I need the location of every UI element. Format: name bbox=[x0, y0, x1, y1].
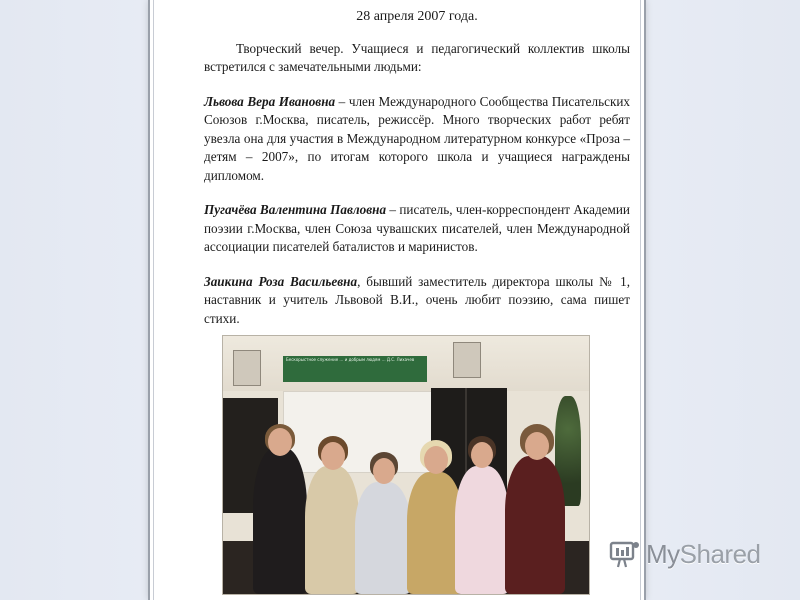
photo-whiteboard bbox=[283, 391, 435, 473]
wall-portrait-right bbox=[453, 342, 481, 378]
person-paragraph-zaikina bbox=[204, 273, 630, 329]
photo-person-1-head bbox=[268, 428, 292, 456]
photo-person-1 bbox=[253, 448, 307, 594]
person-description: , бывший заместитель директора школы № 1, наставник и учитель Львовой В.И., очень любит поэзию, сама пишет стихи. bbox=[204, 273, 630, 326]
person-description: – писатель, член-корреспондент Академии поэзии г.Москва, член Союза чувашских писателей, член Международной ассоциации писателей баталистов и маринистов. bbox=[204, 202, 630, 254]
myshared-logo-icon bbox=[608, 538, 642, 570]
document-date: 28 апреля 2007 года. bbox=[356, 9, 478, 24]
photo-person-3 bbox=[355, 482, 411, 594]
photo-person-5-head bbox=[471, 442, 493, 468]
photo-person-6-head bbox=[525, 432, 549, 460]
photo-person-4-head bbox=[424, 446, 448, 474]
wall-portrait-left bbox=[233, 350, 261, 386]
wall-banner: Бескорыстное служение … и добрым людям … Д.С. Лихачев bbox=[283, 356, 427, 382]
photo-person-5 bbox=[455, 466, 509, 594]
myshared-watermark bbox=[608, 536, 761, 572]
logo-text-my: My bbox=[646, 538, 680, 569]
photo-person-2 bbox=[305, 466, 359, 594]
photo-person-6 bbox=[505, 456, 565, 594]
person-name: Пугачёва Валентина Павловна bbox=[204, 202, 387, 217]
document-text bbox=[204, 0, 630, 344]
person-paragraph-lvova bbox=[204, 93, 630, 186]
photo-person-2-head bbox=[321, 442, 345, 470]
person-paragraph-pugacheva bbox=[204, 201, 630, 257]
myshared-logo-text bbox=[646, 539, 761, 570]
logo-text-shared: Shared bbox=[679, 538, 761, 569]
photo-person-3-head bbox=[373, 458, 395, 484]
person-name: Заикина Роза Васильевна bbox=[204, 273, 358, 289]
intro-paragraph: Творческий вечер. Учащиеся и педагогический коллектив школы встретился с замечательными людьми: bbox=[204, 40, 630, 74]
group-photo bbox=[222, 335, 590, 595]
document-page bbox=[150, 0, 644, 600]
person-description: – член Международного Сообщества Писательских Союзов г.Москва, писатель, режиссёр. Много творческих работ ребят увезла она для участия в Международном литературном конкурсе «Проза – детям – 2007», по итогам которого школа и учащиеся награждены дипломом. bbox=[204, 93, 630, 183]
person-name: Львова Вера Ивановна bbox=[204, 93, 336, 109]
